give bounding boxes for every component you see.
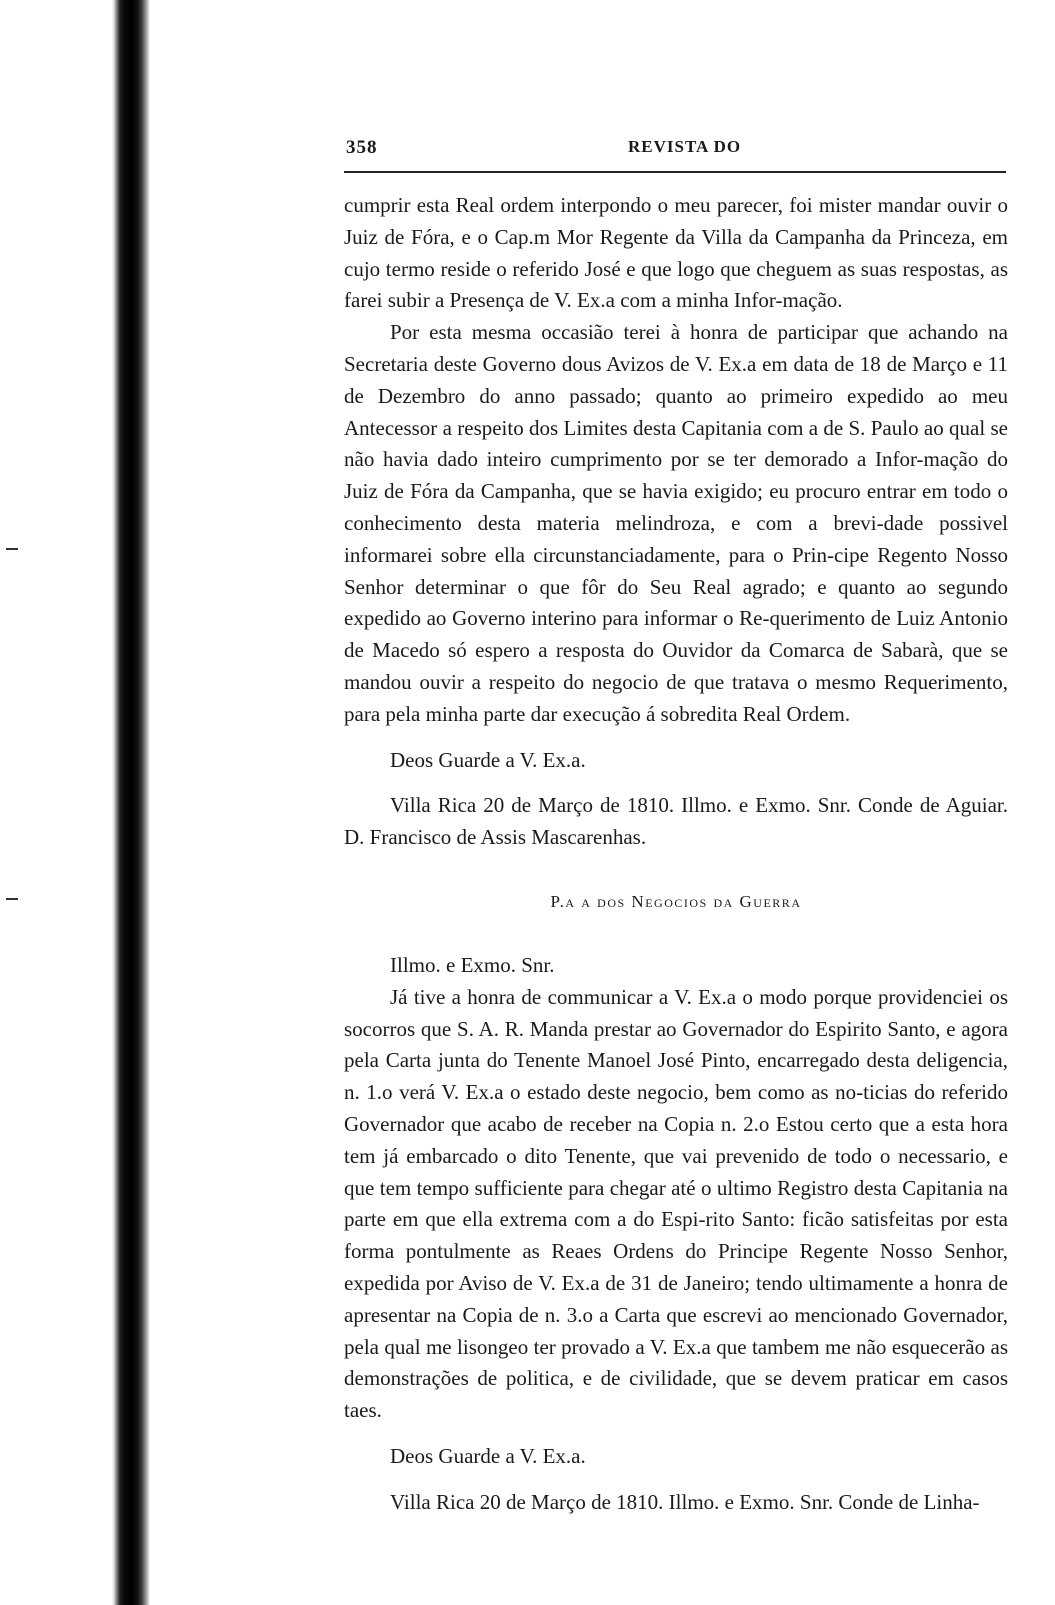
letter2-signature: Villa Rica 20 de Março de 1810. Illmo. e Exmo. Snr. Conde de Linha- [390, 1489, 980, 1514]
letter1-signature: Villa Rica 20 de Março de 1810. Illmo. e Exmo. Snr. Conde de Aguiar. D. Francisco de Assis Mascarenhas. [344, 793, 1008, 850]
section-title: P.a a dos Negocios da Guerra [550, 891, 802, 911]
letter2-closing: Deos Guarde a V. Ex.a. [390, 1443, 586, 1468]
running-title: REVISTA DO [628, 137, 742, 156]
header-rule [344, 171, 1006, 173]
page-body [344, 190, 1008, 1518]
letter2-salutation: Illmo. e Exmo. Snr. [390, 952, 555, 977]
page-number: 358 [346, 137, 378, 158]
letter1-paragraph-1: cumprir esta Real ordem interpondo o meu parecer, foi mister mandar ouvir o Juiz de Fóra, e o Cap.m Mor Regente da Villa da Campanha da Princeza, em cujo termo reside o referido José e que logo que cheguem as suas respostas, as farei subir a Presença de V. Ex.a com a minha Infor-mação. [344, 193, 1008, 313]
book-page [344, 130, 1016, 1600]
letter1-paragraph-2: Por esta mesma occasião terei à honra de participar que achando na Secretaria deste Governo dous Avizos de V. Ex.a em data de 18 de Março e 11 de Dezembro do anno passado; quanto ao primeiro expedido ao meu Antecessor a respeito dos Limites desta Capitania com a de S. Paulo ao qual se não havia dado inteiro cumprimento por se ter demorado a Infor-mação do Juiz de Fóra da Campanha, que se havia exigido; eu procuro entrar em todo o conhecimento desta materia melindroza, e com a brevi-dade possivel informarei sobre ella circunstanciadamente, para o Prin-cipe Regento Nosso Senhor determinar o que fôr do Seu Real agrado; e quanto ao segundo expedido ao Governo interino para informar o Re-querimento de Luiz Antonio de Macedo só espero a resposta do Ouvidor da Comarca de Sabarà, que se mandou ouvir a respeito do negocio de que tratava o mesmo Requerimento, para pela minha parte dar execução á sobredita Real Ordem. [344, 320, 1008, 726]
margin-mark [6, 548, 18, 550]
margin-mark [6, 898, 18, 900]
letter1-closing: Deos Guarde a V. Ex.a. [390, 747, 586, 772]
page-header [344, 130, 1016, 168]
book-binding-shadow [0, 0, 150, 1605]
letter2-paragraph-1: Já tive a honra de communicar a V. Ex.a o modo porque providenciei os socorros que S. A. R. Manda prestar ao Governador do Espirito Santo, e agora pela Carta junta do Tenente Manoel José Pinto, encarregado desta deligencia, n. 1.o verá V. Ex.a o estado deste negocio, bem como as no-ticias do referido Governador que acabo de receber na Copia n. 2.o Estou certo que a esta hora tem já embarcado o dito Tenente, que vai prevenido de todo o necessario, e que tem tempo sufficiente para chegar até o ultimo Registro desta Capitania na parte em que ella extrema com a do Espi-rito Santo: ficão satisfeitas por esta forma pontulmente as Reaes Ordens do Principe Regente Nosso Senhor, expedida por Aviso de V. Ex.a de 31 de Janeiro; tendo ultimamente a honra de apresentar na Copia de n. 3.o a Carta que escrevi ao mencionado Governador, pela qual me lisongeo ter provado a V. Ex.a que tambem me não esquecerão as demonstrações de politica, e de civilidade, que se devem praticar em casos taes. [344, 984, 1008, 1423]
